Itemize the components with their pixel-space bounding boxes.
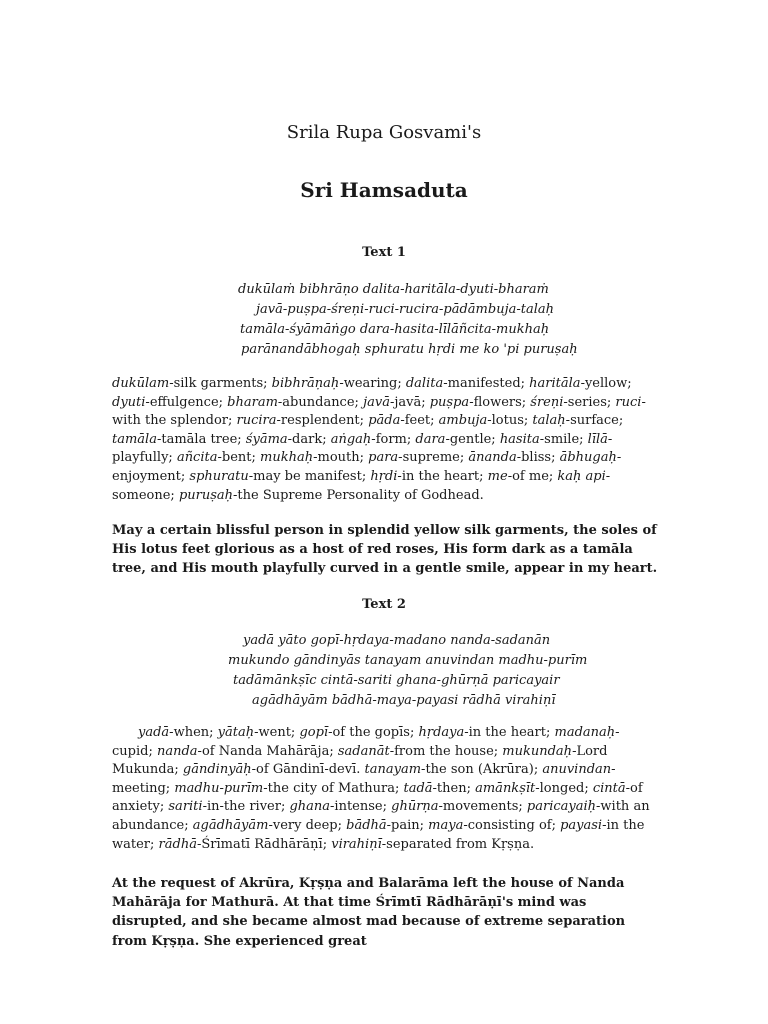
term-meaning: -bliss; [516,450,560,466]
text-2-translation: At the request of Akrūra, Kṛṣṇa and Balarāma left the house of Nanda Mahārāja for Mathurā. At that time Śrīmtī Rādhārāṇī's mind was disrupted, and she became almost mad because of extreme separation from Kṛṣṇa. She experienced great [112,876,626,949]
sanskrit-term: puṣpa [429,394,470,410]
term-meaning: -in the water; [112,817,645,852]
term-meaning: -of Nanda Mahārāja; [197,743,338,759]
sanskrit-term: ghūrṇa [391,799,439,815]
sanskrit-term: aṅgaḥ [330,431,372,447]
sanskrit-term: nanda [156,743,198,759]
term-meaning: -when; [169,725,218,740]
sanskrit-term: śreṇi [530,394,564,410]
term-meaning: -separated from Kṛṣṇa. [381,836,535,852]
verse-line: tadāmānkṣīc cintā-sariti ghana-ghūrṇā paricayair [233,673,560,688]
verse-line: javā-puṣpa-śreṇi-ruci-rucira-pādāmbuja-talaḥ [256,302,554,317]
term-meaning: -the Supreme Personality of Godhead. [233,487,484,503]
page-title: Sri Hamsaduta [300,178,468,202]
term-meaning: -abundance; [277,394,364,410]
sanskrit-term: me [487,468,508,484]
sanskrit-term: bibhrāṇaḥ [271,376,340,391]
term-meaning: -consisting of; [463,817,561,833]
term-meaning: -enjoyment; [112,450,622,484]
term-meaning: -bent; [217,450,261,466]
term-meaning: -javā; [389,394,430,410]
sanskrit-term: līlā [587,431,608,447]
term-meaning: -supreme; [398,450,469,466]
term-meaning: -effulgence; [145,394,228,410]
term-meaning: -gentle; [445,431,500,447]
term-meaning: -cupid; [112,725,620,759]
term-meaning: -then; [432,780,476,796]
sanskrit-term: ruci [615,394,642,410]
verse-line: parānandābhogaḥ sphuratu hṛdi me ko 'pi puruṣaḥ [241,342,578,357]
term-meaning: -yellow; [580,376,632,391]
sanskrit-term: gāndinyāḥ [182,762,252,778]
sanskrit-term: cintā [592,780,626,796]
sanskrit-term: gopī [299,725,329,740]
sanskrit-term: tanayam [364,762,422,778]
sanskrit-term: dara [415,431,446,447]
verse-line: agādhāyām bādhā-maya-payasi rādhā virahiṇī [252,693,556,708]
term-meaning: -someone; [112,468,611,503]
text-1-verse [238,280,578,360]
term-meaning: -lotus; [487,413,533,429]
term-meaning: -of anxiety; [112,780,643,815]
sanskrit-term: dukūlam [112,376,170,391]
term-meaning: -dark; [287,431,331,447]
term-meaning: -form; [371,431,416,447]
term-meaning: -manifested; [443,376,530,391]
term-meaning: -in the heart; [397,468,488,484]
sanskrit-term: hasita [499,431,540,447]
term-meaning: -playfully; [112,431,613,466]
term-meaning: -Lord Mukunda; [112,743,608,778]
sanskrit-term: añcita [176,450,218,466]
term-meaning: -with the splendor; [112,394,646,429]
term-meaning: -flowers; [469,394,531,410]
sanskrit-term: śyāma [245,431,288,447]
sanskrit-term: tadā [403,780,433,796]
verse-line: mukundo gāndinyās tanayam anuvindan madhu-purīm [228,653,588,668]
sanskrit-term: mukundaḥ [502,743,573,759]
term-meaning: -resplendent; [276,413,369,429]
sanskrit-term: hṛdaya [418,725,465,740]
sanskrit-term: ānanda [468,450,517,466]
verse-line: yadā yāto gopī-hṛdaya-madano nanda-sadanān [243,633,551,648]
sanskrit-term: sphuratu [189,468,249,484]
sanskrit-term: sadanāt [337,743,390,759]
sanskrit-term: mukhaḥ [260,450,314,466]
sanskrit-term: talaḥ [532,413,566,429]
sanskrit-term: virahiṇī [331,836,382,852]
sanskrit-term: dalita [405,376,444,391]
sanskrit-term: ābhugaḥ [559,450,617,466]
term-meaning: -may be manifest; [248,468,371,484]
term-meaning: -Śrīmatī Rādhārāṇī; [196,836,332,852]
sanskrit-term: rādhā [158,836,197,852]
verse-line: tamāla-śyāmāṅgo dara-hasita-līlāñcita-mukhaḥ [240,322,550,337]
term-meaning: -of Gāndinī-devī. [251,762,365,778]
term-meaning: -surface; [565,413,624,429]
sanskrit-term: bādhā [346,817,387,833]
sanskrit-term: anuvindan [542,762,612,778]
sanskrit-term: yadā [138,725,170,740]
term-meaning: -meeting; [112,762,616,796]
term-meaning: -the city of Mathura; [263,780,404,796]
sanskrit-term: javā [363,394,390,410]
sanskrit-term: agādhāyām [192,817,269,833]
sanskrit-term: hṛdi [370,468,398,484]
text-1-word-meanings [112,375,657,505]
term-meaning: -in-the river; [202,799,290,815]
sanskrit-term: amānkṣīt [475,780,536,796]
text-2-word-meanings [112,724,657,854]
term-meaning: -went; [254,725,300,740]
author-heading: Srila Rupa Gosvami's [286,122,482,143]
sanskrit-term: ambuja [438,413,488,429]
sanskrit-term: pāda [368,413,401,429]
term-meaning: -in the heart; [464,725,555,740]
term-meaning: -of me; [507,468,558,484]
verse-line: dukūlaṁ bibhrāṇo dalita-haritāla-dyuti-bharaṁ [238,282,549,297]
term-meaning: -silk garments; [169,376,272,391]
term-meaning: -intense; [330,799,392,815]
sanskrit-term: madanaḥ [554,725,616,740]
term-meaning: -of the gopīs; [328,725,419,740]
term-meaning: -tamāla tree; [156,431,246,447]
sanskrit-term: sariti [168,799,203,815]
text-1-translation: May a certain blissful person in splendid yellow silk garments, the soles of His lotus feet glorious as a host of red roses, His form dark as a tamāla tree, and His mouth playfully curved in a gentle smile, appear in my heart. [112,523,658,577]
text-1-heading: Text 1 [362,245,406,260]
term-meaning: -feet; [400,413,439,429]
term-meaning: -mouth; [313,450,369,466]
sanskrit-term: madhu-purīm [174,780,264,796]
text-2-heading: Text 2 [362,597,406,612]
term-meaning: -the son (Akrūra); [421,762,543,778]
sanskrit-term: haritāla [529,376,581,391]
term-meaning: -smile; [539,431,588,447]
sanskrit-term: kaḥ api [557,468,606,484]
sanskrit-term: payasi [560,817,603,833]
term-meaning: -movements; [438,799,527,815]
term-meaning: -wearing; [339,376,406,391]
sanskrit-term: rucira [236,413,277,429]
term-meaning: -from the house; [389,743,503,759]
sanskrit-term: puruṣaḥ [178,487,234,503]
sanskrit-term: para [368,450,399,466]
sanskrit-term: bharam [227,394,278,410]
text-2-verse [228,631,587,711]
term-meaning: -with an abundance; [112,799,650,833]
sanskrit-term: yātaḥ [217,725,255,740]
sanskrit-term: tamāla [112,431,157,447]
term-meaning: -series; [563,394,616,410]
term-meaning: -very deep; [268,817,347,833]
sanskrit-term: dyuti [112,394,146,410]
sanskrit-term: maya [428,817,464,833]
sanskrit-term: paricayaiḥ [526,799,597,815]
sanskrit-term: ghana [289,799,331,815]
term-meaning: -longed; [535,780,593,796]
term-meaning: -pain; [386,817,429,833]
